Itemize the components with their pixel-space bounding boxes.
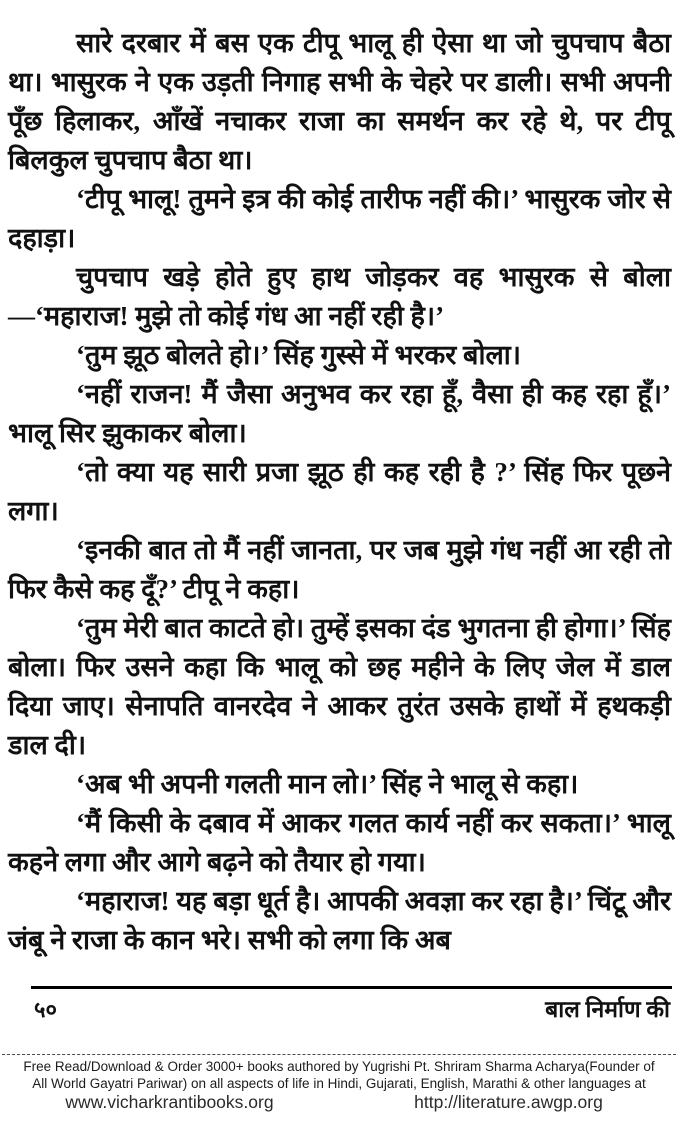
promo-divider-rule (2, 1054, 676, 1055)
promo-text-line1: Free Read/Download & Order 3000+ books authored by Yugrishi Pt. Shriram Sharma Acharya(Founder of (23, 1059, 655, 1074)
page-footer-band (0, 986, 678, 1024)
paragraph: ‘महाराज! यह बड़ा धूर्त है। आपकी अवज्ञा कर रहा है।’ चिंटू और जंबू ने राजा के कान भरे। सभी को लगा कि अब (8, 886, 671, 955)
promo-url-row (0, 1092, 678, 1113)
footer-band-row (0, 989, 678, 1024)
paragraph: सारे दरबार में बस एक टीपू भालू ही ऐसा था जो चुपचाप बैठा था। भासुरक ने एक उड़ती निगाह सभी के चेहरे पर डाली। सभी अपनी पूँछ हिलाकर, आँखें नचाकर राजा का समर्थन कर रहे थे, पर टीपू बिलकुल चुपचाप बैठा था। (8, 28, 671, 175)
paragraph: ‘टीपू भालू! तुमने इत्र की कोई तारीफ नहीं की।’ भासुरक जोर से दहाड़ा। (8, 184, 671, 253)
page-number: ५० (34, 997, 57, 1022)
paragraph: ‘तुम झूठ बोलते हो।’ सिंह गुस्से में भरकर बोला। (76, 340, 521, 370)
promo-text-line2: All World Gayatri Pariwar) on all aspects of life in Hindi, Gujarati, English, Marathi & other languages at (32, 1075, 646, 1091)
paragraph: ‘तो क्या यह सारी प्रजा झूठ ही कह रही है ?’ सिंह फिर पूछने लगा। (8, 457, 671, 526)
paragraph: चुपचाप खड़े होते हुए हाथ जोड़कर वह भासुरक से बोला—‘महाराज! मुझे तो कोई गंध आ नहीं रही है।’ (8, 262, 671, 331)
paragraph: ‘इनकी बात तो मैं नहीं जानता, पर जब मुझे गंध नहीं आ रही तो फिर कैसे कह दूँ?’ टीपू ने कहा। (8, 535, 671, 604)
paragraph: ‘नहीं राजन! मैं जैसा अनुभव कर रहा हूँ, वैसा ही कह रहा हूँ।’ भालू सिर झुकाकर बोला। (8, 379, 671, 448)
url-literature-awgp: http://literature.awgp.org (414, 1092, 603, 1112)
promo-footer (0, 1054, 678, 1113)
url-vicharkrantibooks: www.vicharkrantibooks.org (65, 1092, 274, 1112)
paragraph: ‘तुम मेरी बात काटते हो। तुम्हें इसका दंड भुगतना ही होगा।’ सिंह बोला। फिर उसने कहा कि भालू को छह महीने के लिए जेल में डाल दिया जाए। सेनापति वानरदेव ने आकर तुरंत उसके हाथों में हथकड़ी डाल दी। (8, 613, 671, 760)
paragraph: ‘मैं किसी के दबाव में आकर गलत कार्य नहीं कर सकता।’ भालू कहने लगा और आगे बढ़ने को तैयार हो गया। (8, 808, 671, 877)
book-title: बाल निर्माण की (545, 997, 670, 1022)
paragraph: ‘अब भी अपनी गलती मान लो।’ सिंह ने भालू से कहा। (76, 769, 579, 799)
story-text (8, 24, 671, 960)
